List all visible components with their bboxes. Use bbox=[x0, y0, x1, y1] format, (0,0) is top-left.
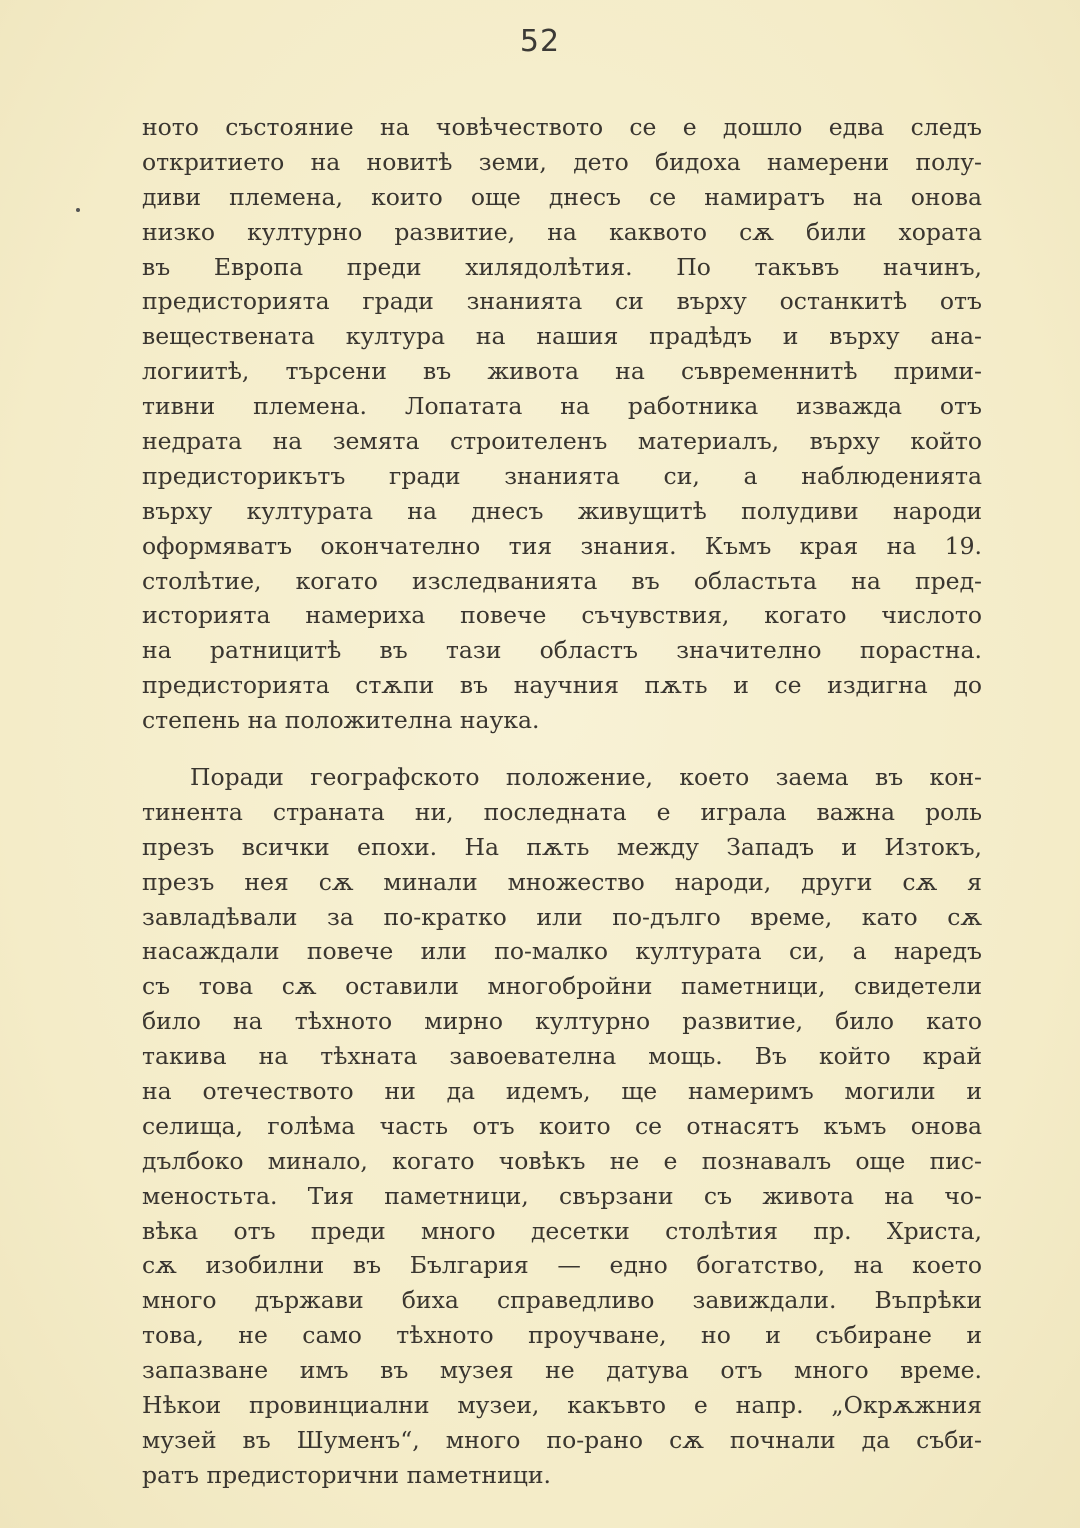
text-line: презъ нея сѫ минали множество народи, други сѫ я bbox=[142, 867, 982, 896]
text-line: предисторията гради знанията си върху останкитѣ отъ bbox=[142, 287, 982, 316]
text-line: съ това сѫ оставили многобройни паметници, свидетели bbox=[142, 972, 982, 1001]
text-line: било на тѣхното мирно културно развитие, било като bbox=[142, 1007, 982, 1036]
text-line: ното състояние на човѣчеството се е дошло едва следъ bbox=[142, 113, 982, 141]
text-line: историята намериха повече съчувствия, когато числото bbox=[142, 601, 982, 630]
text-line: насаждали повече или по-малко културата си, а наредъ bbox=[142, 937, 982, 966]
text-line: запазване имъ въ музея не датува отъ много време. bbox=[142, 1356, 982, 1385]
text-line: такива на тѣхната завоевателна мощь. Въ който край bbox=[142, 1042, 982, 1071]
text-line: Нѣкои провинциални музеи, какъвто е напр. „Окрѫжния bbox=[142, 1391, 982, 1420]
text-line: веществената култура на нашия прадѣдъ и върху ана- bbox=[142, 322, 982, 351]
text-line: степень на положителна наука. bbox=[142, 706, 540, 735]
text-line: ратъ предисторични паметници. bbox=[142, 1460, 552, 1489]
text-line: Поради географското положение, което заема въ кон- bbox=[190, 763, 982, 791]
text-line: много държави биха справедливо завиждали. Въпрѣки bbox=[142, 1286, 982, 1315]
text-line: предисторикътъ гради знанията си, а наблюденията bbox=[142, 461, 982, 490]
text-line: на ратницитѣ въ тази областъ значително порастна. bbox=[142, 636, 982, 665]
text-line: дълбоко минало, когато човѣкъ не е познавалъ още пис- bbox=[142, 1146, 982, 1175]
text-line: тивни племена. Лопатата на работника изважда отъ bbox=[142, 392, 982, 421]
text-line: логиитѣ, търсени въ живота на съвременнитѣ прими- bbox=[142, 357, 982, 386]
print-speck bbox=[76, 208, 80, 212]
text-line: предисторията стѫпи въ научния пѫть и се издигна до bbox=[142, 671, 982, 700]
text-line: недрата на земята строителенъ материалъ, върху който bbox=[142, 427, 982, 456]
text-line: оформяватъ окончателно тия знания. Къмъ края на 19. bbox=[142, 531, 982, 560]
text-line: завладѣвали за по-кратко или по-дълго време, като сѫ bbox=[142, 902, 982, 931]
text-line: въ Европа преди хилядолѣтия. По такъвъ начинъ, bbox=[142, 252, 982, 281]
text-line: меностьта. Тия паметници, свързани съ живота на чо- bbox=[142, 1181, 982, 1210]
text-line: върху културата на днесъ живущитѣ полудиви народи bbox=[142, 496, 982, 525]
text-line: музей въ Шуменъ“, много по-рано сѫ почнали да съби- bbox=[142, 1425, 982, 1454]
text-line: селища, голѣма часть отъ които се отнасятъ къмъ онова bbox=[142, 1111, 982, 1140]
paragraph-2 bbox=[142, 760, 982, 1493]
text-line: тинента страната ни, последната е играла важна роль bbox=[142, 797, 982, 826]
text-line: диви племена, които още днесъ се намиратъ на онова bbox=[142, 182, 982, 211]
text-line: на отечеството ни да идемъ, ще намеримъ могили и bbox=[142, 1077, 982, 1106]
text-line: откритието на новитѣ земи, дето бидоха намерени полу- bbox=[142, 147, 982, 176]
text-line: столѣтие, когато изследванията въ областьта на пред- bbox=[142, 566, 982, 595]
text-line: сѫ изобилни въ България — едно богатство, на което bbox=[142, 1251, 982, 1280]
text-line: това, не само тѣхното проучване, но и събиране и bbox=[142, 1321, 982, 1350]
text-line: презъ всички епохи. На пѫть между Западъ и Изтокъ, bbox=[142, 832, 982, 861]
paragraph-1 bbox=[142, 110, 982, 738]
text-line: вѣка отъ преди много десетки столѣтия пр. Христа, bbox=[142, 1216, 982, 1245]
text-line: низко културно развитие, на каквото сѫ били хората bbox=[142, 217, 982, 246]
page-number: 52 bbox=[519, 24, 561, 59]
